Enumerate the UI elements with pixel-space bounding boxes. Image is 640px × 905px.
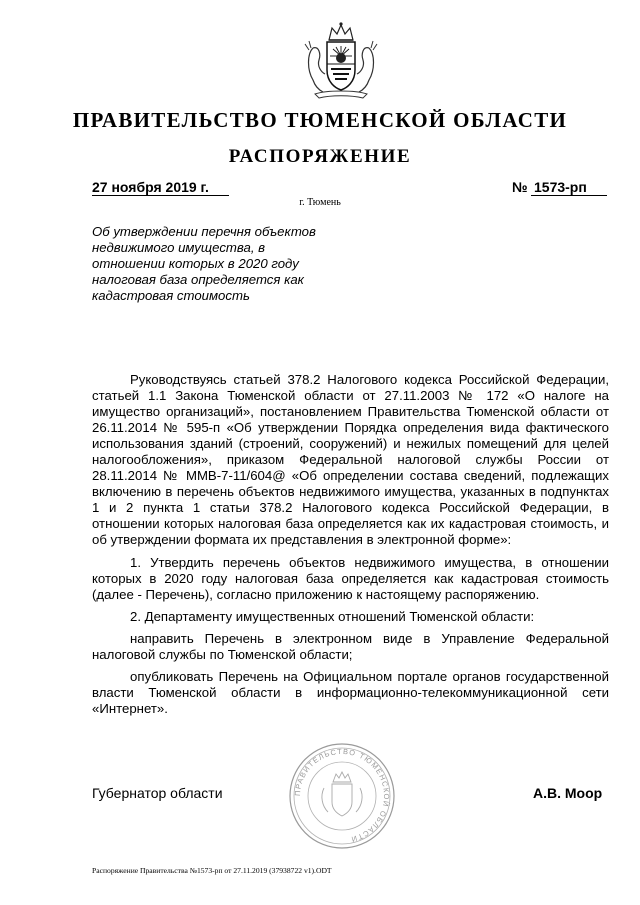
document-city: г. Тюмень xyxy=(299,197,341,208)
signatory-name: А.В. Моор xyxy=(533,785,603,801)
document-date: 27 ноября 2019 г. xyxy=(92,180,229,196)
document-type: РАСПОРЯЖЕНИЕ xyxy=(228,146,412,167)
document-footer: Распоряжение Правительства №1573-рп от 27.11.2019 (37938722 v1).ODT xyxy=(92,866,332,875)
item-2b-paragraph: опубликовать Перечень на Официальном портале органов государственной власти Тюменской области в информационно-телекоммуникационной сети «Интернет». xyxy=(92,669,609,716)
item-2a-paragraph: направить Перечень в электронном виде в Управление Федеральной налоговой службы по Тюменской области; xyxy=(92,631,609,662)
number-label: № xyxy=(512,179,528,195)
coat-of-arms-icon xyxy=(301,20,381,102)
item-2-paragraph: 2. Департаменту имущественных отношений Тюменской области: xyxy=(130,609,535,624)
document-subject: Об утверждении перечня объектов недвижимого имущества, в отношении которых в 2020 году налоговая база определяется как кадастровая стоимость xyxy=(92,224,316,303)
document-number: 1573-рп xyxy=(531,180,607,196)
signatory-title: Губернатор области xyxy=(92,785,223,801)
document-body xyxy=(92,372,609,723)
government-title: ПРАВИТЕЛЬСТВО ТЮМЕНСКОЙ ОБЛАСТИ xyxy=(72,108,568,132)
preamble-paragraph: Руководствуясь статьей 378.2 Налогового кодекса Российской Федерации, статьей 1.1 Закона Тюменской области от 27.11.2003 № 172 «О налоге на имущество организаций», постановлением Правительства Тюменской области от 26.11.2014 № 595-п «Об утверждении Порядка определения вида фактического использования зданий (строений, сооружений) и нежилых помещений для целей налогообложения», приказом Федеральной налоговой службы России от 28.11.2014 № ММВ-7-11/604@ «Об определении состава сведений, подлежащих включению в перечень объектов недвижимого имущества, указанных в подпунктах 1 и 2 пункта 1 статьи 378.2 Налогового кодекса Российской Федерации, в отношении которых налоговая база определяется как их кадастровая стоимость, и об утверждении формата их представления в электронной форме»: xyxy=(92,372,609,547)
seal-text: ПРАВИТЕЛЬСТВО ТЮМЕНСКОЙ ОБЛАСТИ xyxy=(292,746,392,845)
item-1-paragraph: 1. Утвердить перечень объектов недвижимого имущества, в отношении которых в 2020 году налоговая база определяется как кадастровая стоимость (далее - Перечень), согласно приложению к настоящему распоряжению. xyxy=(92,555,609,602)
official-seal-icon xyxy=(288,742,396,850)
